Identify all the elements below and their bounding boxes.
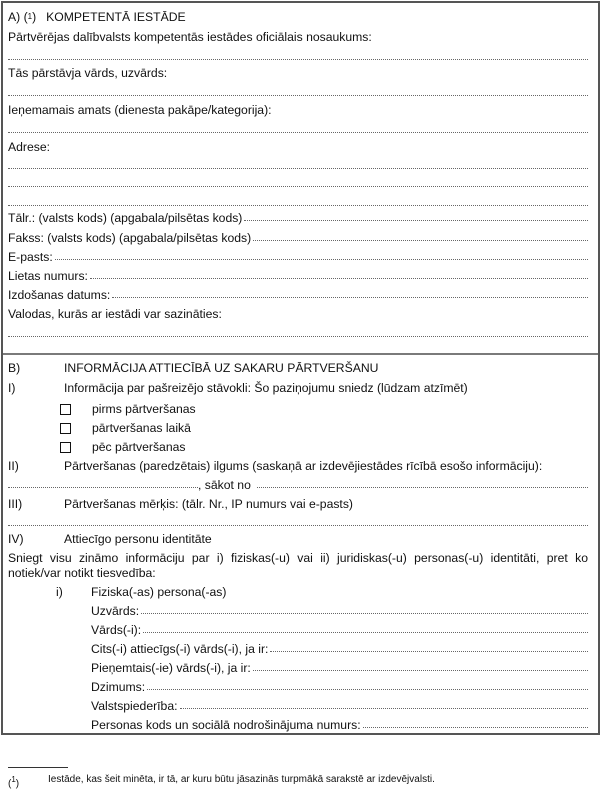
other-names-field[interactable]: Cits(-i) attiecīgs(-i) vārds(-i), ja ir:: [91, 641, 588, 657]
address-input-3[interactable]: [8, 205, 588, 206]
section-b-heading: B) INFORMĀCIJA ATTIECĪBĀ UZ SAKARU PĀRTVERŠANU: [8, 361, 379, 375]
nationality-field[interactable]: Valstspiederība:: [91, 698, 588, 714]
item-III: III) Pārtveršanas mērķis: (tālr. Nr., IP numurs vai e-pasts): [8, 497, 353, 511]
id-number-field[interactable]: Personas kods un sociālā nodrošinājuma numurs:: [91, 717, 588, 733]
checkbox-before[interactable]: [60, 404, 71, 415]
target-input[interactable]: [8, 525, 588, 526]
item-I: I) Informācija par pašreizējo stāvokli: Šo paziņojumu sniedz (lūdzam atzīmēt): [8, 381, 468, 395]
field-label: Tās pārstāvja vārds, uzvārds:: [8, 66, 168, 80]
item-IV: IV) Attiecīgo personu identitāte: [8, 532, 212, 546]
footnote-separator: [8, 767, 68, 768]
identity-paragraph: Sniegt visu zināmo informāciju par i) fiziskas(-u) vai ii) juridiskas(-u) personas(-u) identitāti, pret ko notiek/var notikt tiesvedība:: [8, 551, 588, 580]
languages-input[interactable]: [8, 336, 588, 337]
sub-item-i: i) Fiziska(-as) persona(-as): [56, 585, 227, 599]
option-label: pirms pārtveršanas: [92, 402, 196, 416]
section-a-title: KOMPETENTĀ IESTĀDE: [46, 10, 186, 24]
option-label: pēc pārtveršanas: [92, 440, 186, 454]
position-input[interactable]: [8, 132, 588, 133]
address-input-1[interactable]: [8, 168, 588, 169]
option-label: pārtveršanas laikā: [92, 421, 191, 435]
duration-row[interactable]: , sākot no: [8, 477, 588, 493]
surname-field[interactable]: Uzvārds:: [91, 603, 588, 619]
duration-input[interactable]: [8, 477, 198, 488]
footnote-text: Iestāde, kas šeit minēta, ir tā, ar kuru būtu jāsazinās turpmākā sarakstē ar izdevējvalsti.: [48, 774, 435, 785]
alias-field[interactable]: Pieņemtais(-ie) vārds(-i), ja ir:: [91, 660, 588, 676]
section-a-heading: A) ( 1 ) KOMPETENTĀ IESTĀDE: [8, 10, 186, 24]
representative-name-input[interactable]: [8, 95, 588, 96]
start-date-input[interactable]: [257, 477, 588, 488]
case-number-field[interactable]: Lietas numurs:: [8, 268, 588, 284]
checkbox-during[interactable]: [60, 423, 71, 434]
field-label: Pārtvērējas dalībvalsts kompetentās iestādes oficiālais nosaukums:: [8, 30, 372, 44]
field-label: Adrese:: [8, 140, 51, 154]
authority-name-input[interactable]: [8, 59, 588, 60]
fax-field[interactable]: Fakss: (valsts kods) (apgabala/pilsētas kods): [8, 230, 588, 246]
given-names-field[interactable]: Vārds(-i):: [91, 622, 588, 638]
field-label: Valodas, kurās ar iestādi var sazināties:: [8, 307, 222, 321]
issue-date-field[interactable]: Izdošanas datums:: [8, 287, 588, 303]
sex-field[interactable]: Dzimums:: [91, 679, 588, 695]
footnote: ($^1$) Iestāde, kas šeit minēta, ir tā, ar kuru būtu jāsazinās turpmākā sarakstē ar izdevējvalsti.: [8, 774, 435, 790]
phone-field[interactable]: Tālr.: (valsts kods) (apgabala/pilsētas kods): [8, 210, 588, 226]
field-label: Ieņemamais amats (dienesta pakāpe/kategorija):: [8, 103, 272, 117]
footnote-ref[interactable]: 1: [27, 12, 33, 21]
checkbox-after[interactable]: [60, 442, 71, 453]
address-input-2[interactable]: [8, 186, 588, 187]
section-divider: [3, 353, 598, 355]
item-II: II) Pārtveršanas (paredzētais) ilgums (saskaņā ar izdevējiestādes rīcībā esošo informāciju):: [8, 459, 543, 473]
email-field[interactable]: E-pasts:: [8, 249, 588, 265]
